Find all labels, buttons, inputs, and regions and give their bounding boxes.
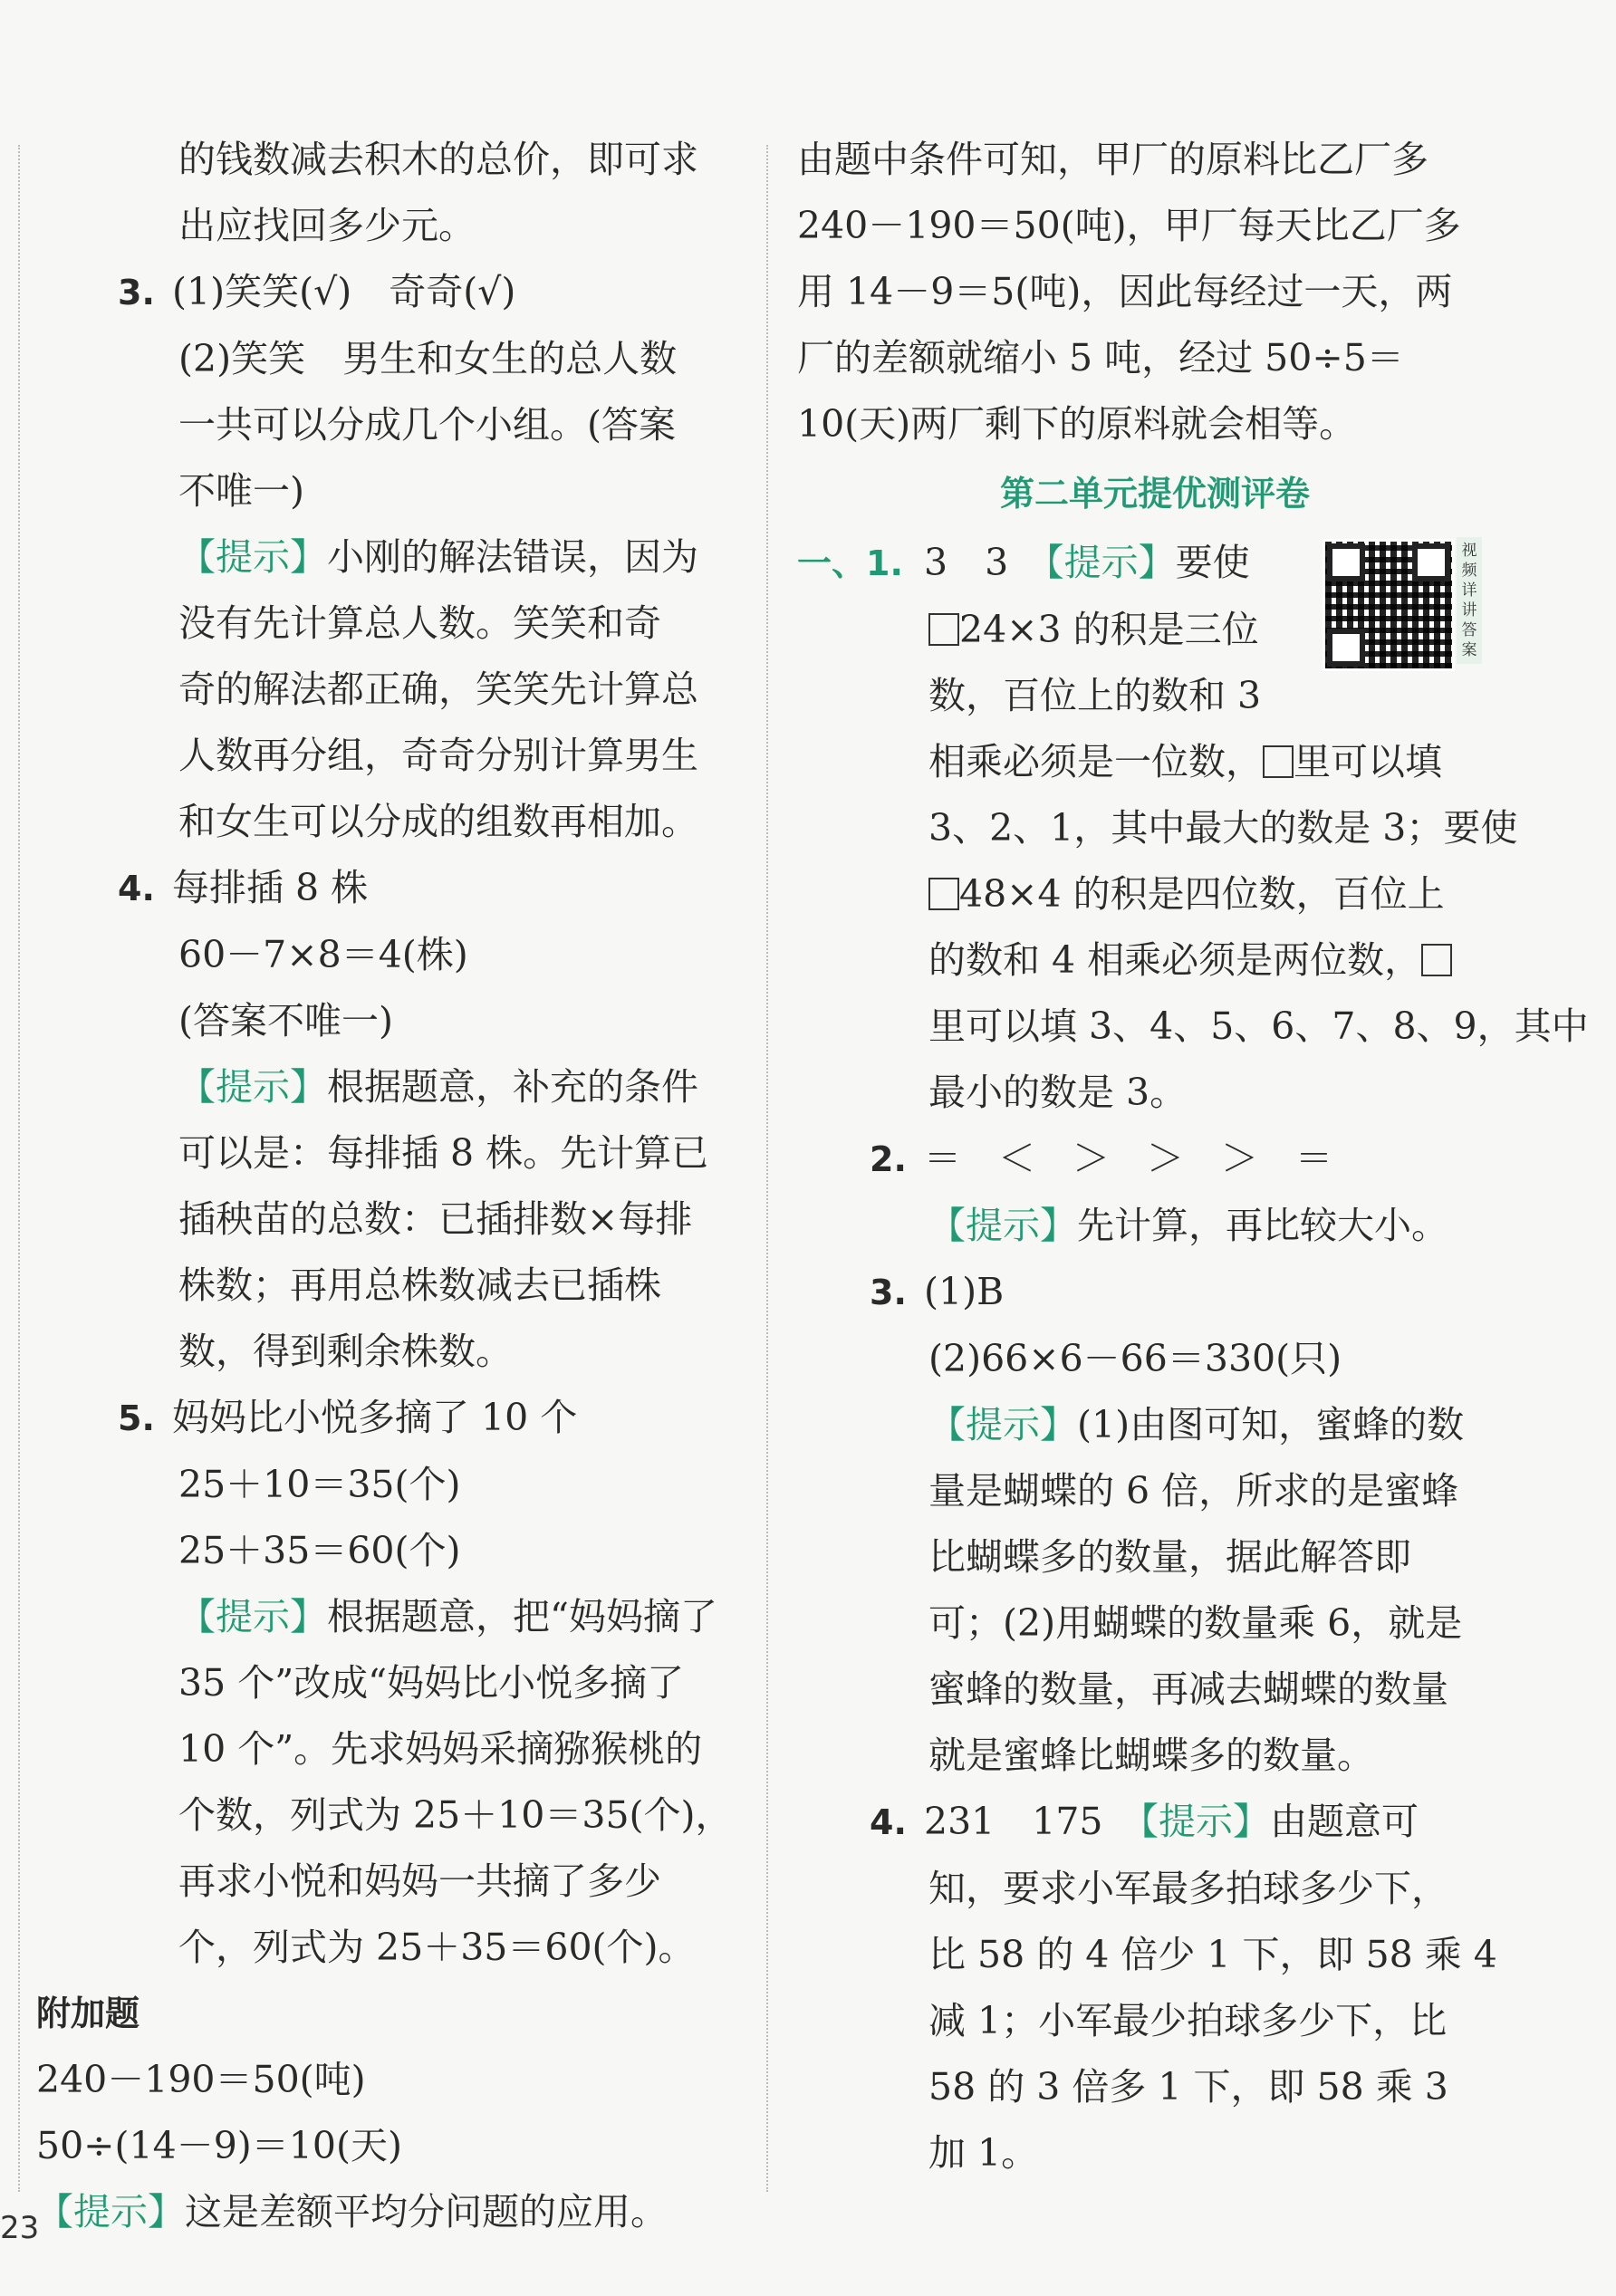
text-line: 和女生可以分成的组数再相加。 xyxy=(178,800,698,843)
text-line: 厂的差额就缩小 5 吨，经过 50÷5＝ xyxy=(797,336,1404,379)
text-line: 10(天)两厂剩下的原料就会相等。 xyxy=(797,402,1357,446)
hint-text: 根据题意，把“妈妈摘了 xyxy=(327,1595,717,1638)
text-line: 数，百位上的数和 3 xyxy=(928,674,1262,717)
text-line: 50÷(14－9)＝10(天) xyxy=(36,2124,402,2167)
hint-text: 小刚的解法错误，因为 xyxy=(327,535,698,579)
text-line: 量是蝴蝶的 6 倍，所求的是蜜蜂 xyxy=(928,1469,1459,1513)
text-line: 由题中条件可知，甲厂的原料比乙厂多 xyxy=(797,138,1428,181)
answer-text: 每排插 8 株 xyxy=(172,866,369,909)
text-line: 可；(2)用蝴蝶的数量乘 6，就是 xyxy=(928,1601,1463,1645)
hint-label: 【提示】 xyxy=(928,1204,1077,1247)
text-line: 奇的解法都正确，笑笑先计算总 xyxy=(178,668,698,711)
question-number: 3. xyxy=(870,1273,907,1312)
blank-box xyxy=(1263,745,1294,778)
hint-label: 【提示】 xyxy=(178,535,327,579)
hint-text: 48×4 的积是四位数，百位上 xyxy=(959,872,1445,916)
text-line: 35 个”改成“妈妈比小悦多摘了 xyxy=(178,1661,685,1705)
hint-line xyxy=(36,1054,752,1120)
text-line: 的钱数减去积木的总价，即可求 xyxy=(178,138,698,181)
blank-box xyxy=(1421,944,1452,976)
answer-text: 231 175 xyxy=(924,1800,1103,1843)
question-number: 4. xyxy=(118,869,155,908)
text-line: 株数；再用总株数减去已插株 xyxy=(178,1263,661,1307)
text-line: 再求小悦和妈妈一共摘了多少 xyxy=(178,1859,661,1903)
question-number: 3. xyxy=(118,273,155,312)
hint-label: 【提示】 xyxy=(928,1403,1077,1446)
text-line: 用 14－9＝5(吨)，因此每经过一天，两 xyxy=(797,270,1453,313)
text-line: 蜜蜂的数量，再减去蝴蝶的数量 xyxy=(928,1667,1448,1711)
text-line xyxy=(797,729,1513,795)
hint-text: 24×3 的积是三位 xyxy=(959,608,1259,651)
hint-label: 【提示】 xyxy=(36,2190,185,2234)
question-number: 一、1. xyxy=(797,543,903,583)
text-line: 没有先计算总人数。笑笑和奇 xyxy=(178,601,661,645)
hint-text: 先计算，再比较大小。 xyxy=(1077,1204,1448,1247)
text-line: 个数，列式为 25＋10＝35(个)， xyxy=(178,1793,733,1837)
hint-label: 【提示】 xyxy=(1045,541,1176,584)
text-line: 60－7×8＝4(株) xyxy=(178,933,468,976)
text-line: 比 58 的 4 倍少 1 下，即 58 乘 4 xyxy=(928,1933,1497,1976)
hint-text: 这是差额平均分问题的应用。 xyxy=(185,2190,668,2234)
question-4 xyxy=(797,1789,1513,1856)
column-divider xyxy=(766,145,768,2192)
answer-text: (1)B xyxy=(924,1270,1005,1313)
question-3 xyxy=(797,1259,1513,1326)
text-line: 就是蜜蜂比蝴蝶多的数量。 xyxy=(928,1734,1374,1777)
hint-text: 里可以填 xyxy=(1294,740,1442,783)
text-line: 25＋35＝60(个) xyxy=(178,1529,461,1572)
hint-label: 【提示】 xyxy=(178,1065,327,1109)
qr-corner-icon xyxy=(1327,543,1365,581)
question-4 xyxy=(36,855,752,922)
text-line: 10 个”。先求妈妈采摘猕猴桃的 xyxy=(178,1727,703,1771)
text-line: (答案不唯一) xyxy=(178,999,393,1042)
qr-code-icon xyxy=(1323,539,1455,671)
hint-label: 【提示】 xyxy=(1140,1800,1271,1843)
question-1 xyxy=(797,530,1589,1126)
section-title: 第二单元提优测评卷 xyxy=(999,474,1310,514)
text-line: 240－190＝50(吨) xyxy=(36,2058,366,2101)
text-line: 最小的数是 3。 xyxy=(928,1071,1188,1114)
text-line: 插秧苗的总数：已插排数×每排 xyxy=(178,1197,693,1241)
text-line: 58 的 3 倍多 1 下，即 58 乘 3 xyxy=(928,2065,1448,2109)
text-line: 减 1；小军最少拍球多少下，比 xyxy=(928,1999,1448,2042)
text-line: 出应找回多少元。 xyxy=(178,204,476,247)
blank-box xyxy=(928,613,959,646)
hint-line xyxy=(797,1392,1513,1458)
text-line: 可以是：每排插 8 株。先计算已 xyxy=(178,1131,709,1175)
qr-label: 视频详讲答案 xyxy=(1457,537,1482,664)
hint-text: 由题意可 xyxy=(1270,1800,1419,1843)
text-line: 240－190＝50(吨)，甲厂每天比乙厂多 xyxy=(797,204,1461,247)
hint-text: 的数和 4 相乘必须是两位数， xyxy=(928,938,1422,982)
text-line: 里可以填 3、4、5、6、7、8、9，其中 xyxy=(928,1004,1589,1048)
text-line: 比蝴蝶多的数量，据此解答即 xyxy=(928,1535,1411,1579)
text-line: 加 1。 xyxy=(928,2131,1039,2175)
question-5 xyxy=(36,1385,752,1452)
text-line: 3、2、1，其中最大的数是 3；要使 xyxy=(928,806,1518,850)
hint-line xyxy=(36,2179,752,2245)
answer-text: ＝ ＜ ＞ ＞ ＞ ＝ xyxy=(924,1137,1332,1180)
text-line xyxy=(797,861,1513,927)
answer-text: 3 3 xyxy=(924,541,1009,584)
text-line: 人数再分组，奇奇分别计算男生 xyxy=(178,734,698,777)
hint-label: 【提示】 xyxy=(178,1595,327,1638)
text-line: (2)笑笑 男生和女生的总人数 xyxy=(178,337,678,380)
hint-text: 根据题意，补充的条件 xyxy=(327,1065,698,1109)
extra-question-title: 附加题 xyxy=(36,1993,140,2033)
left-column xyxy=(36,127,752,2245)
hint-text: 要使 xyxy=(1175,541,1250,584)
right-column xyxy=(797,127,1589,2186)
left-margin-divider xyxy=(18,145,20,2192)
text-line: 个，列式为 25＋35＝60(个)。 xyxy=(178,1926,696,1969)
qr-corner-icon xyxy=(1412,543,1450,581)
question-number: 4. xyxy=(870,1802,907,1842)
hint-text: 相乘必须是一位数， xyxy=(928,740,1263,783)
blank-box xyxy=(928,878,959,910)
question-2 xyxy=(797,1126,1513,1193)
question-number: 5. xyxy=(118,1398,155,1438)
text-line: 一共可以分成几个小组。(答案 xyxy=(178,403,676,447)
hint-line xyxy=(36,524,752,591)
answer-text: 妈妈比小悦多摘了 10 个 xyxy=(172,1396,578,1439)
hint-line xyxy=(797,1193,1513,1259)
text-line: 数，得到剩余株数。 xyxy=(178,1330,513,1373)
text-line: 不唯一) xyxy=(178,469,304,513)
text-line: 25＋10＝35(个) xyxy=(178,1463,461,1506)
text-line: 知，要求小军最多拍球多少下， xyxy=(928,1867,1448,1910)
hint-line xyxy=(36,1584,752,1650)
question-number: 2. xyxy=(870,1139,907,1179)
page-number: 23 xyxy=(0,2210,40,2246)
text-line xyxy=(797,927,1513,994)
question-3 xyxy=(36,259,752,326)
qr-corner-icon xyxy=(1327,629,1365,667)
text-line: (2)66×6－66＝330(只) xyxy=(928,1337,1342,1380)
answer-text: (1)笑笑(√) 奇奇(√) xyxy=(172,270,516,313)
hint-text: (1)由图可知，蜜蜂的数 xyxy=(1077,1403,1465,1446)
